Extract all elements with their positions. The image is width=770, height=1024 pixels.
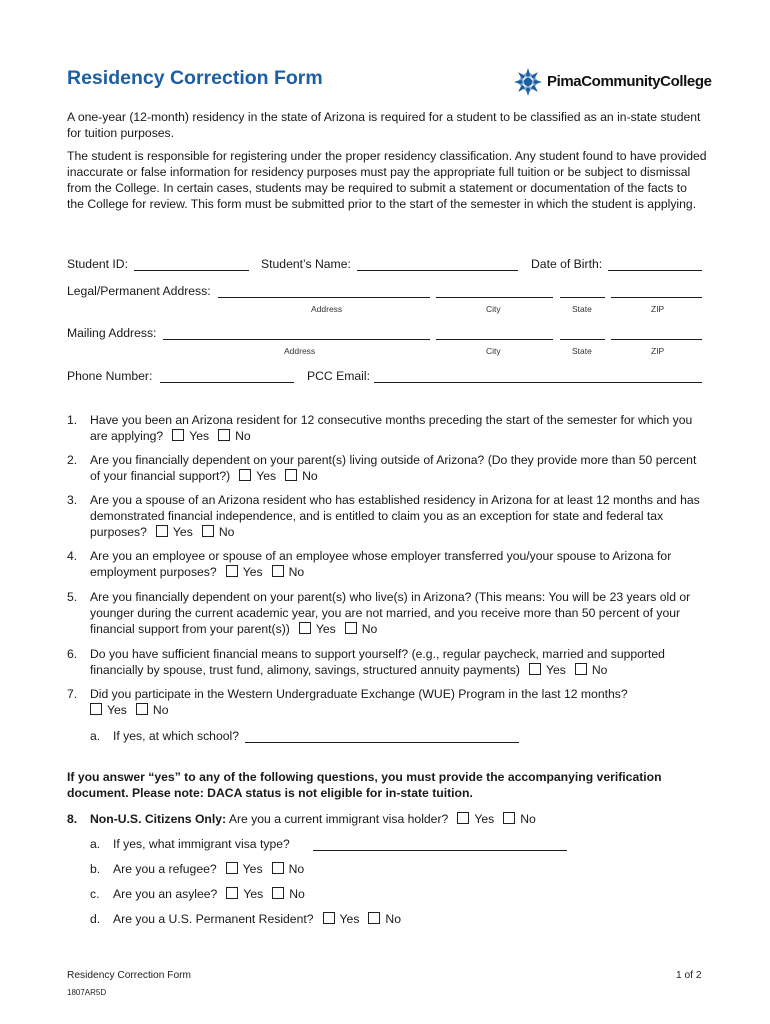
mailing-address-label: Mailing Address: — [67, 326, 157, 340]
mailing-address-city-field[interactable] — [436, 339, 553, 340]
yes-label: Yes — [474, 812, 495, 826]
sub-text: Are you an asylee? — [113, 887, 218, 901]
q8b-yes-checkbox[interactable] — [226, 862, 238, 874]
student-name-field[interactable] — [357, 270, 518, 271]
question-text: Are you a spouse of an Arizona resident who has established residency in Arizona for at least 12 months and has demonstrated financial independence, and is entitled to claim you as an exception for state and federal tax purposes? — [90, 493, 700, 539]
phone-field[interactable] — [160, 382, 294, 383]
q8-no-checkbox[interactable] — [503, 812, 515, 824]
no-label: No — [361, 622, 378, 636]
no-label: No — [235, 429, 251, 443]
student-id-field[interactable] — [134, 270, 249, 271]
q8b-no-checkbox[interactable] — [272, 862, 284, 874]
mailing-address-caption: Address — [284, 346, 316, 356]
q2-no-checkbox[interactable] — [285, 469, 297, 481]
no-label: No — [591, 663, 608, 677]
question-number: 4. — [67, 549, 78, 563]
q8-yes-checkbox[interactable] — [457, 812, 469, 824]
legal-address-street-field[interactable] — [218, 297, 430, 298]
question-text: Are you financially dependent on your parent(s) who live(s) in Arizona? (This means: You will be 23 years old or younger during the current academic year, you are not married, and you receive more than 50 percent of your financial support from your parent(s)) — [90, 590, 691, 636]
q8d-no-checkbox[interactable] — [368, 912, 380, 924]
logo-text: PimaCommunityCollege — [547, 73, 712, 90]
legal-address-zip-field[interactable] — [611, 297, 702, 298]
page-title: Residency Correction Form — [67, 67, 323, 89]
legal-address-row — [67, 283, 707, 303]
q8d-yes-checkbox[interactable] — [323, 912, 335, 924]
mailing-address-street-field[interactable] — [163, 339, 430, 340]
q6-no-checkbox[interactable] — [575, 663, 587, 675]
sub-number: b. — [90, 862, 101, 876]
question-text: Have you been an Arizona resident for 12 consecutive months preceding the start of the semester for which you are applying? — [90, 413, 693, 443]
email-label: PCC Email: — [307, 369, 370, 383]
q6-yes-checkbox[interactable] — [529, 663, 541, 675]
legal-address-city-field[interactable] — [436, 297, 553, 298]
question-number: 1. — [67, 413, 78, 427]
dob-label: Date of Birth: — [531, 257, 603, 271]
yes-label: Yes — [172, 525, 193, 539]
intro-paragraph-1: A one-year (12-month) residency in the state of Arizona is required for a student to be classified as an in-state student for tuition purposes. — [67, 110, 701, 140]
mailing-state-caption: State — [572, 346, 592, 356]
q7-no-checkbox[interactable] — [136, 703, 148, 715]
question-number: 8. — [67, 812, 78, 826]
sub-text: If yes, at which school? — [113, 729, 239, 743]
no-label: No — [152, 703, 169, 717]
question-number: 3. — [67, 493, 78, 507]
mailing-address-row — [67, 325, 707, 345]
question-text: Are you financially dependent on your parent(s) living outside of Arizona? (Do they provide more than 50 percent of your financial support?) — [90, 453, 697, 483]
q8c-yes-checkbox[interactable] — [226, 887, 238, 899]
pcc-logo-icon — [513, 67, 543, 97]
sub-number: d. — [90, 912, 101, 926]
q8c-no-checkbox[interactable] — [272, 887, 284, 899]
mailing-address-zip-field[interactable] — [611, 339, 702, 340]
student-name-label: Student’s Name: — [261, 257, 351, 271]
q1-no-checkbox[interactable] — [218, 429, 230, 441]
email-field[interactable] — [374, 382, 702, 383]
phone-label: Phone Number: — [67, 369, 153, 383]
q1-yes-checkbox[interactable] — [172, 429, 184, 441]
no-label: No — [288, 862, 305, 876]
legal-address-state-field[interactable] — [560, 297, 605, 298]
student-id-label: Student ID: — [67, 257, 128, 271]
yes-label: Yes — [243, 887, 264, 901]
sub-text: If yes, what immigrant visa type? — [113, 837, 290, 851]
yes-label: Yes — [242, 862, 263, 876]
q5-yes-checkbox[interactable] — [299, 622, 311, 634]
no-label: No — [288, 565, 305, 579]
q3-no-checkbox[interactable] — [202, 525, 214, 537]
student-info-row — [67, 256, 707, 276]
college-logo — [513, 67, 712, 97]
legal-address-label: Legal/Permanent Address: — [67, 284, 211, 298]
legal-state-caption: State — [572, 304, 592, 314]
q7-yes-checkbox[interactable] — [90, 703, 102, 715]
sub-number: a. — [90, 729, 101, 743]
q7a-school-field[interactable] — [245, 742, 519, 743]
question-number: 5. — [67, 590, 78, 604]
sub-number: c. — [90, 887, 100, 901]
yes-label: Yes — [242, 565, 263, 579]
no-label: No — [302, 469, 318, 483]
q8a-visa-type-field[interactable] — [313, 850, 567, 851]
yes-label: Yes — [545, 663, 566, 677]
intro-paragraph-2: The student is responsible for registering under the proper residency classification. Any student found to have provided inaccurate or false information for residency purposes must pay the appropriate full tuition or be subject to dismissal from the College. In certain cases, students may be required to submit a statement or documentation of the facts to the College for review. This form must be submitted prior to the start of the semester in which the student is applying. — [67, 149, 707, 211]
legal-address-caption: Address — [311, 304, 343, 314]
q2-yes-checkbox[interactable] — [239, 469, 251, 481]
no-label: No — [289, 887, 305, 901]
legal-zip-caption: ZIP — [651, 304, 665, 314]
no-label: No — [385, 912, 402, 926]
sub-text: Are you a U.S. Permanent Resident? — [113, 912, 314, 926]
yes-label: Yes — [256, 469, 277, 483]
footer-form-code: 1807AR5D — [67, 988, 107, 997]
yes-label: Yes — [315, 622, 336, 636]
yes-label: Yes — [189, 429, 210, 443]
footer-page-number: 1 of 2 — [676, 970, 702, 981]
question-text: Are you an employee or spouse of an employee whose employer transferred you/your spouse to Arizona for employment purposes? — [90, 549, 672, 579]
verification-notice: If you answer “yes” to any of the following questions, you must provide the accompanying verification document. Please note: DACA status is not eligible for in-state tuition. — [67, 770, 662, 800]
no-label: No — [520, 812, 536, 826]
q8-heading: Non-U.S. Citizens Only: — [90, 812, 227, 826]
dob-field[interactable] — [608, 270, 702, 271]
q4-yes-checkbox[interactable] — [226, 565, 238, 577]
no-label: No — [218, 525, 235, 539]
yes-label: Yes — [107, 703, 127, 717]
mailing-zip-caption: ZIP — [651, 346, 665, 356]
q4-no-checkbox[interactable] — [272, 565, 284, 577]
sub-text: Are you a refugee? — [113, 862, 217, 876]
mailing-city-caption: City — [486, 346, 501, 356]
q5-no-checkbox[interactable] — [345, 622, 357, 634]
question-number: 6. — [67, 647, 78, 661]
question-text: Do you have sufficient financial means to support yourself? (e.g., regular paycheck, married and supported financially by spouse, trust fund, alimony, savings, structured annuity payments) — [90, 647, 665, 677]
footer-form-name: Residency Correction Form — [67, 970, 191, 981]
q3-yes-checkbox[interactable] — [156, 525, 168, 537]
yes-label: Yes — [339, 912, 360, 926]
question-text: Are you a current immigrant visa holder? — [228, 812, 449, 826]
question-number: 2. — [67, 453, 78, 467]
contact-row — [67, 368, 707, 388]
question-number: 7. — [67, 687, 78, 701]
question-text: Did you participate in the Western Undergraduate Exchange (WUE) Program in the last 12 months? — [90, 687, 628, 701]
mailing-address-state-field[interactable] — [560, 339, 605, 340]
sub-number: a. — [90, 837, 101, 851]
legal-city-caption: City — [486, 304, 501, 314]
